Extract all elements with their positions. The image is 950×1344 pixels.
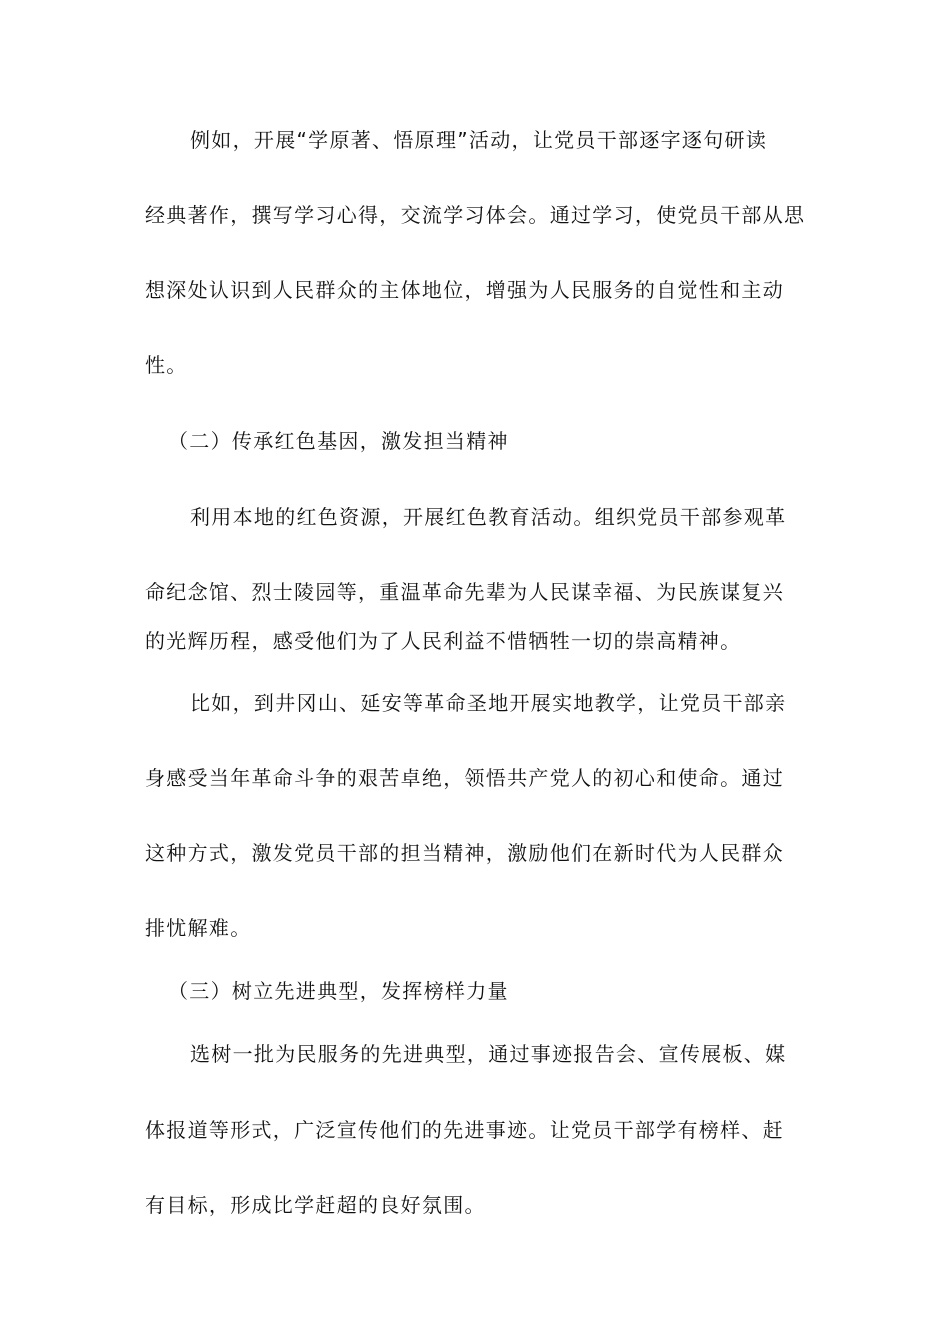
text-line: 选树一批为民服务的先进典型，通过事迹报告会、宣传展板、媒	[190, 1042, 787, 1066]
text-line: 这种方式，激发党员干部的担当精神，激励他们在新时代为人民群众	[145, 841, 784, 865]
text-line: 体报道等形式，广泛宣传他们的先进事迹。让党员干部学有榜样、赶	[145, 1118, 784, 1142]
text-line: 的光辉历程，感受他们为了人民利益不惜牺牲一切的崇高精神。	[145, 629, 742, 653]
text-line: 比如，到井冈山、延安等革命圣地开展实地教学，让党员干部亲	[190, 691, 787, 715]
section-heading: （三）树立先进典型，发挥榜样力量	[168, 979, 509, 1003]
text-line: 想深处认识到人民群众的主体地位，增强为人民服务的自觉性和主动	[145, 278, 784, 302]
text-line: 有目标，形成比学赶超的良好氛围。	[145, 1193, 486, 1217]
text-line: 利用本地的红色资源，开展红色教育活动。组织党员干部参观革	[190, 505, 787, 529]
text-line: 例如，开展“学原著、悟原理”活动，让党员干部逐字逐句研读	[190, 128, 768, 152]
text-line: 身感受当年革命斗争的艰苦卓绝，领悟共产党人的初心和使命。通过	[145, 766, 784, 790]
section-heading: （二）传承红色基因，激发担当精神	[168, 429, 509, 453]
text-line: 命纪念馆、烈士陵园等，重温革命先辈为人民谋幸福、为民族谋复兴	[145, 580, 784, 604]
text-line: 经典著作，撰写学习心得，交流学习体会。通过学习，使党员干部从思	[145, 203, 806, 227]
text-line: 性。	[145, 353, 188, 377]
text-line: 排忧解难。	[145, 916, 252, 940]
